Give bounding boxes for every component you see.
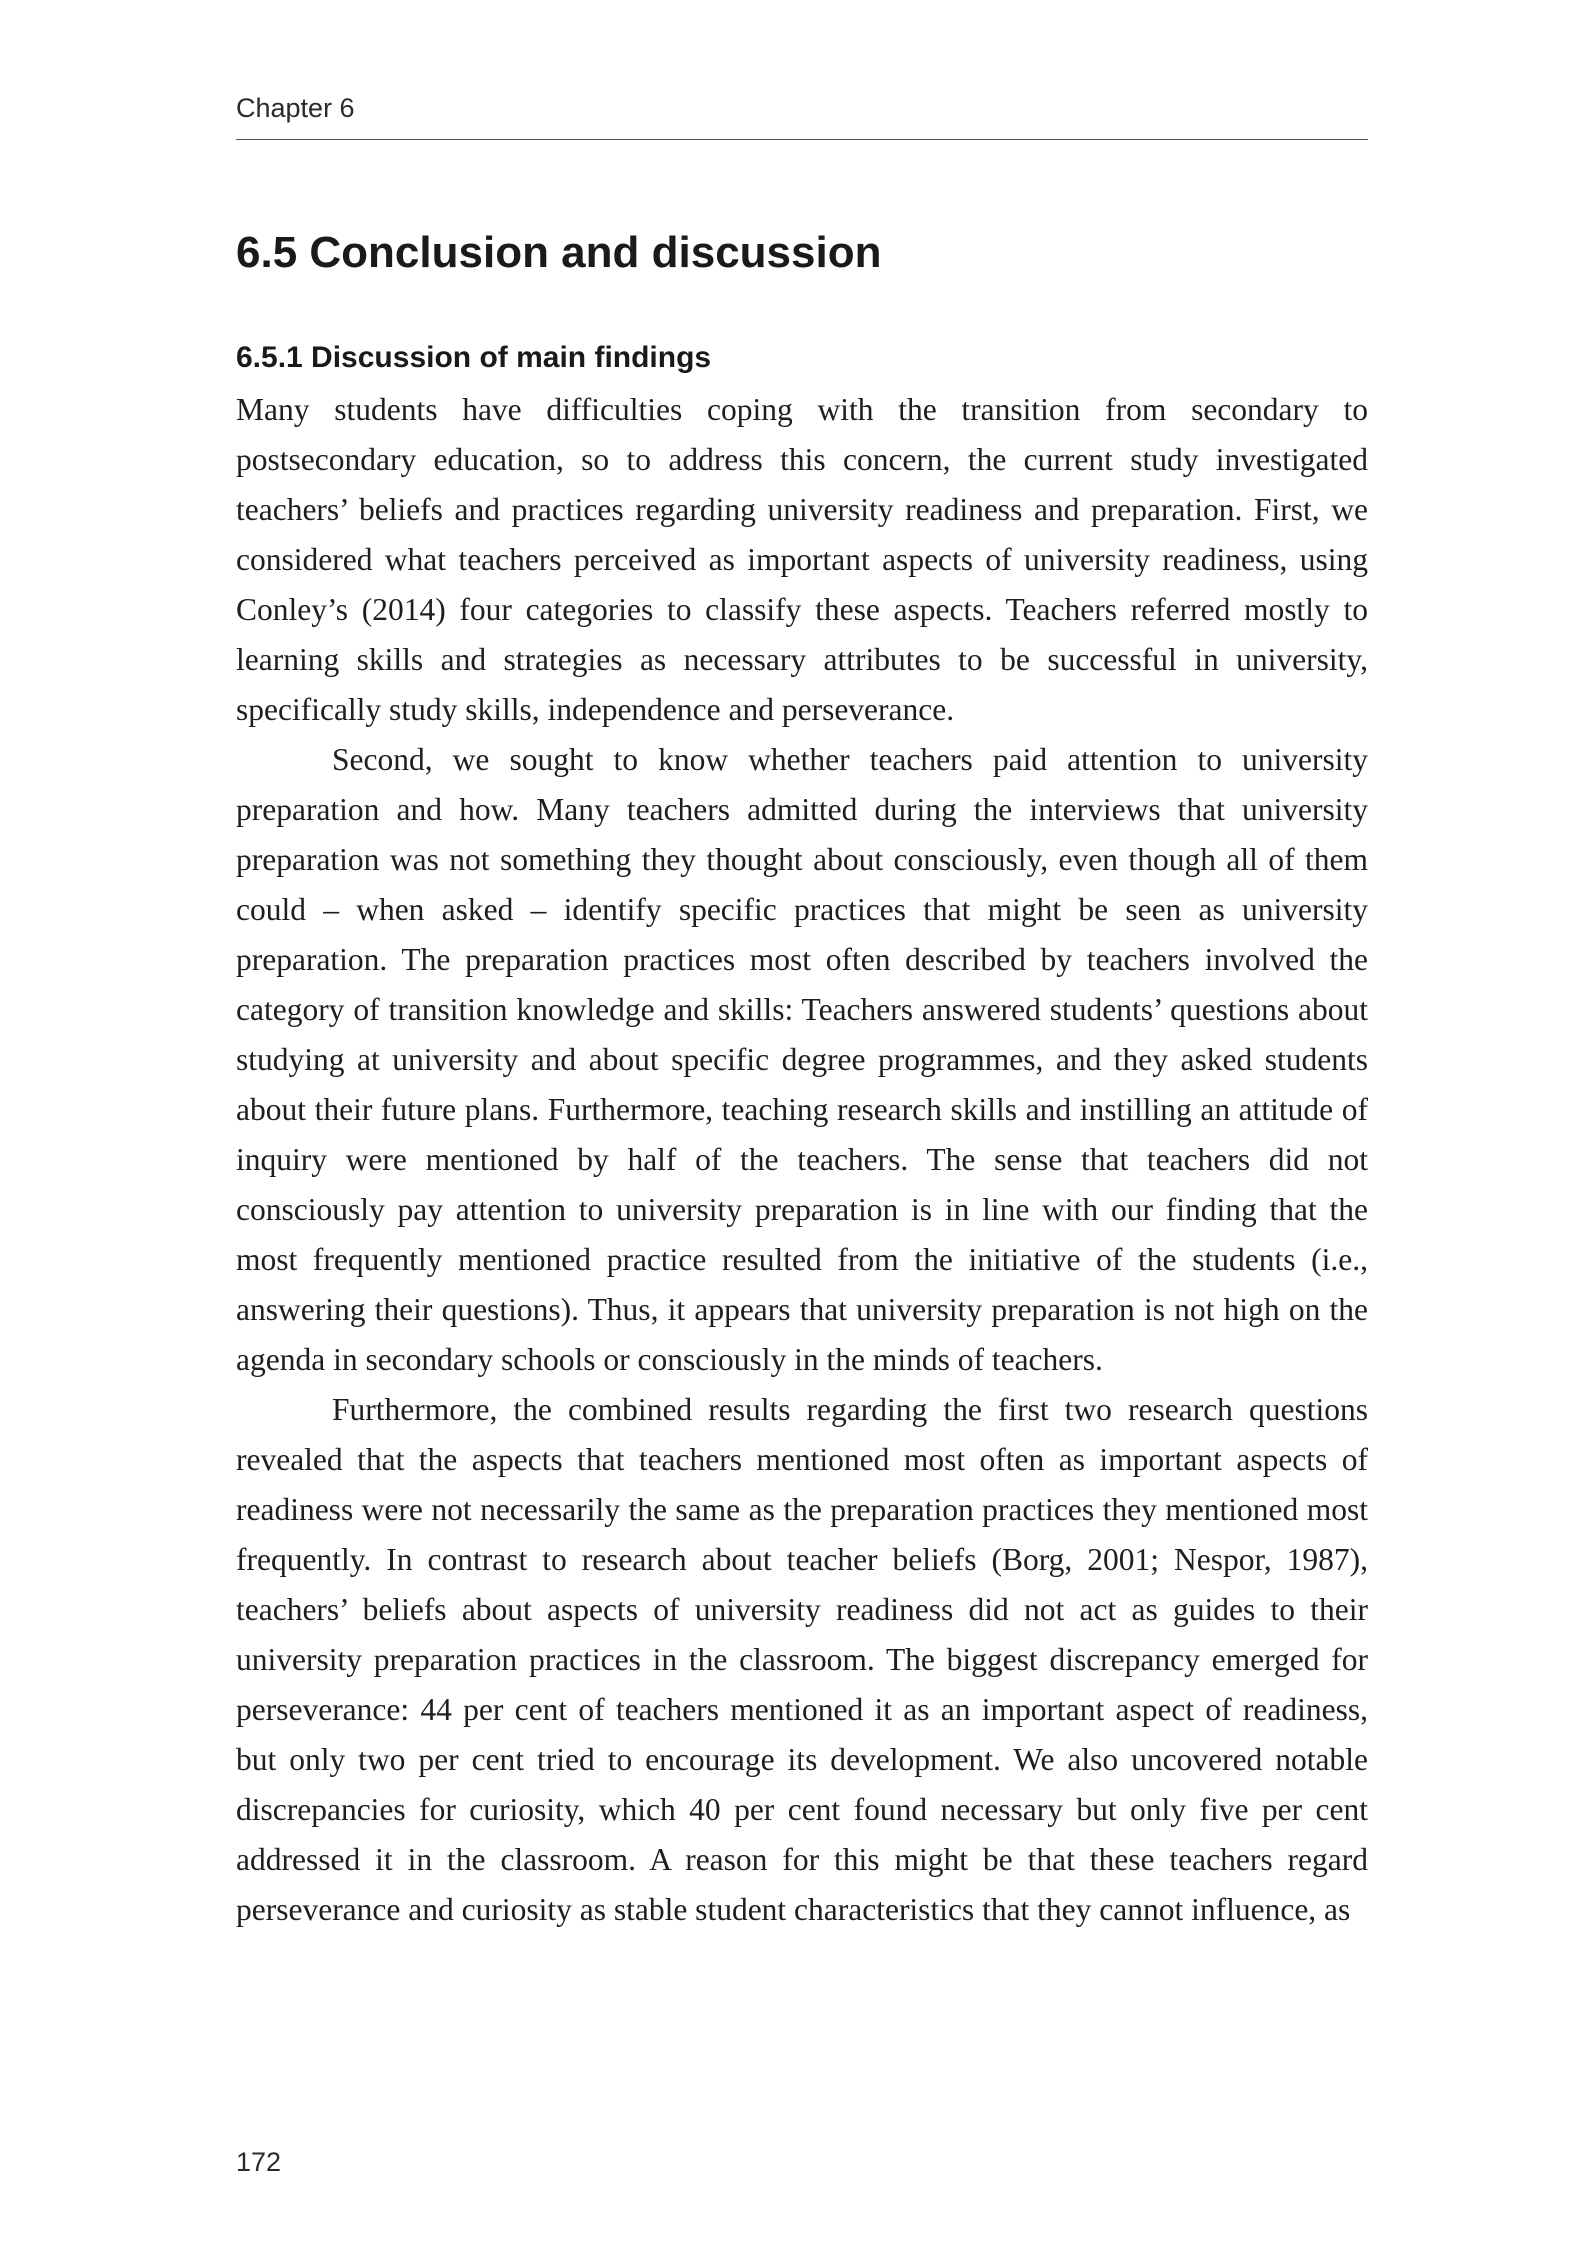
page-number: 172 [236,2147,282,2177]
paragraph-3: Furthermore, the combined results regarding the first two research questions revealed that the aspects that teachers mentioned most often as important aspects of readiness were not necessarily the same as the preparation practices they mentioned most frequently. In contrast to research about teacher beliefs (Borg, 2001; Nespor, 1987), teachers’ beliefs about aspects of university readiness did not act as guides to their university preparation practices in the classroom. The biggest discrepancy emerged for perseverance: 44 per cent of teachers mentioned it as an important aspect of readiness, but only two per cent tried to encourage its development. We also uncovered notable discrepancies for curiosity, which 40 per cent found necessary but only five per cent addressed it in the classroom. A reason for this might be that these teachers regard perseverance and curiosity as stable student characteristics that they cannot influence, as [236,1392,1368,1927]
paragraph-2: Second, we sought to know whether teachers paid attention to university preparation and how. Many teachers admitted during the interviews that university preparation was not something they thought about consciously, even though all of them could – when asked – identify specific practices that might be seen as university preparation. The preparation practices most often described by teachers involved the category of transition knowledge and skills: Teachers answered students’ questions about studying at university and about specific degree programmes, and they asked students about their future plans. Furthermore, teaching research skills and instilling an attitude of inquiry were mentioned by half of the teachers. The sense that teachers did not consciously pay attention to university preparation is in line with our finding that the most frequently mentioned practice resulted from the initiative of the students (i.e., answering their questions). Thus, it appears that university preparation is not high on the agenda in secondary schools or consciously in the minds of teachers. [236,742,1368,1377]
section-title: 6.5 Conclusion and discussion [236,228,882,277]
body-text [236,385,1368,1935]
header-divider [236,139,1368,140]
paragraph-1: Many students have difficulties coping with the transition from secondary to postsecondary education, so to address this concern, the current study investigated teachers’ beliefs and practices regarding university readiness and preparation. First, we considered what teachers perceived as important aspects of university readiness, using Conley’s (2014) four categories to classify these aspects. Teachers referred mostly to learning skills and strategies as necessary attributes to be successful in university, specifically study skills, independence and perseverance. [236,392,1368,727]
subsection-title: 6.5.1 Discussion of main findings [236,341,712,374]
running-header: Chapter 6 [236,93,355,123]
